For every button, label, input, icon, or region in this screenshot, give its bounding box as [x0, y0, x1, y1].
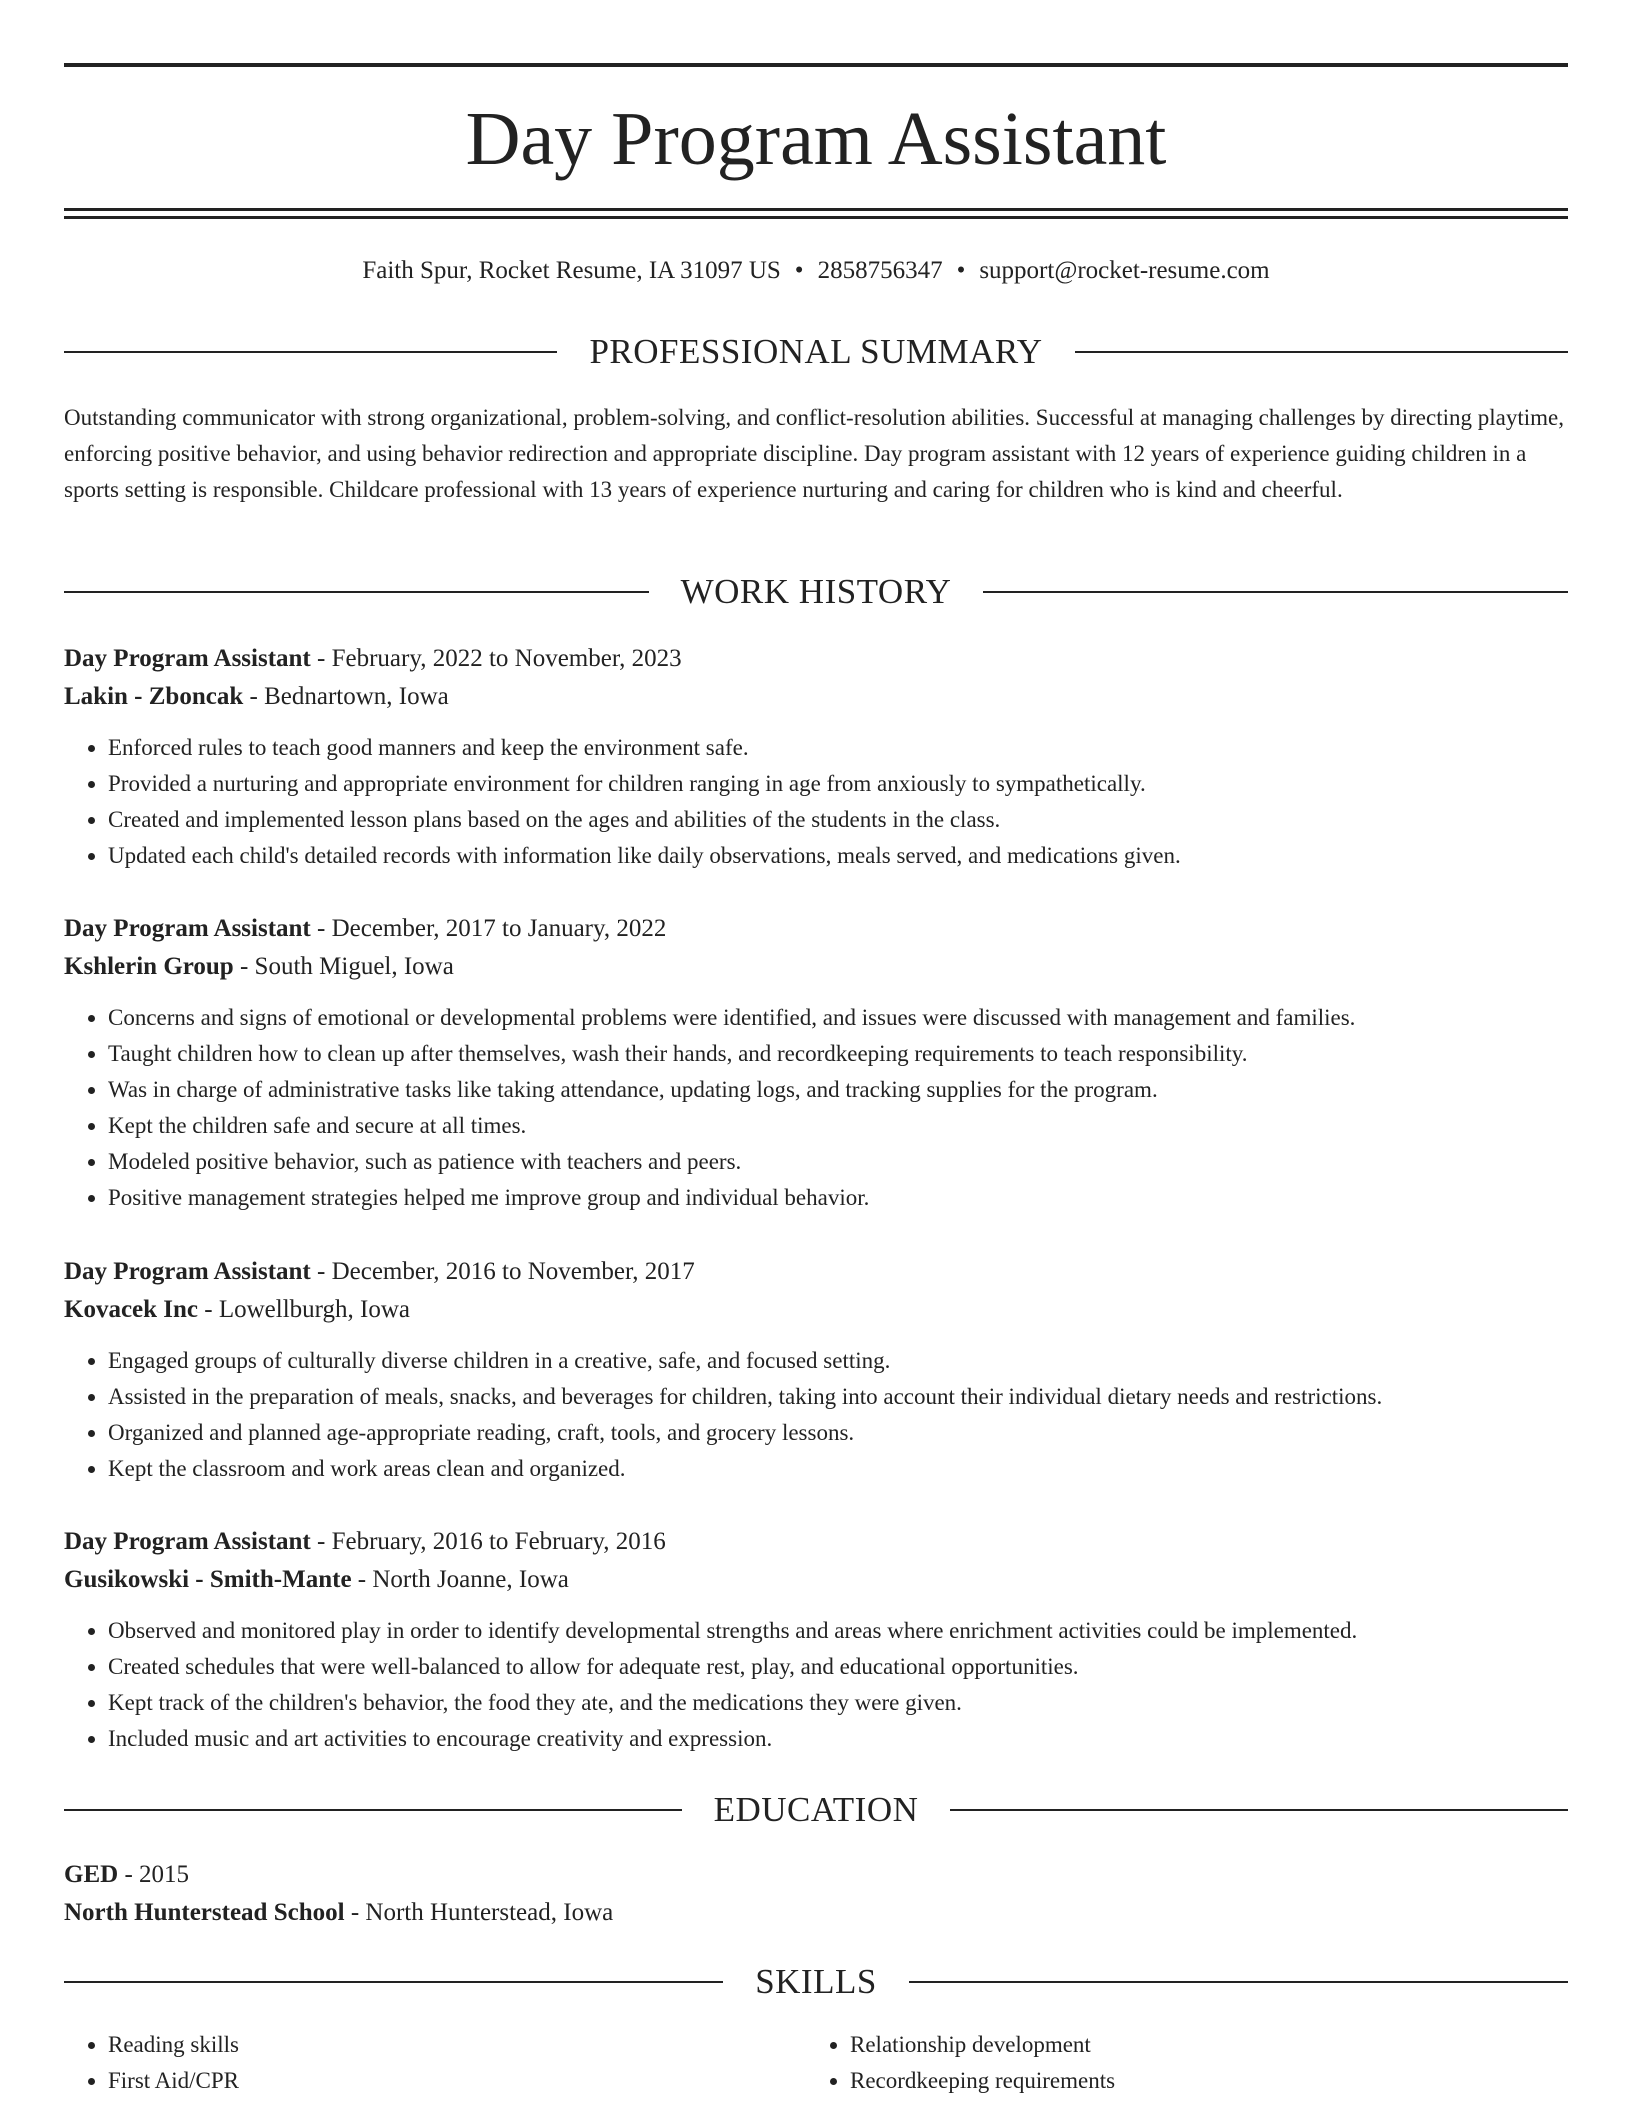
header-bottom-rule-2	[64, 216, 1568, 219]
job-company: Kshlerin Group	[64, 953, 234, 980]
job-dates: - December, 2017 to January, 2022	[310, 915, 667, 942]
job-bullet: • Observed and monitored play in order to identify developmental strengths and areas where enrichment activities could be implemented.	[108, 1613, 1568, 1649]
job-bullet: • Was in charge of administrative tasks like taking attendance, updating logs, and tracking supplies for the program.	[108, 1072, 1568, 1108]
job-bullet: • Kept track of the children's behavior, the food they ate, and the medications they were given.	[108, 1685, 1568, 1721]
job-bullets	[64, 730, 1568, 874]
job-bullet: • Created schedules that were well-balanced to allow for adequate rest, play, and educational opportunities.	[108, 1649, 1568, 1685]
job-bullet: • Assisted in the preparation of meals, snacks, and beverages for children, taking into account their individual dietary needs and restrictions.	[108, 1379, 1568, 1415]
job-dates: - December, 2016 to November, 2017	[310, 1258, 695, 1285]
job-title: Day Program Assistant	[64, 915, 311, 942]
job-bullet: • Created and implemented lesson plans based on the ages and abilities of the students in the class.	[108, 802, 1568, 838]
job-location: - Lowellburgh, Iowa	[198, 1296, 411, 1323]
skills-list	[64, 2027, 1568, 2099]
summary-text: Outstanding communicator with strong organizational, problem-solving, and conflict-resolution abilities. Successful at managing challenges by directing playtime, enforcing positive behavior, and using behavior redirection and appropriate discipline. Day program assistant with 12 years of experience guiding children in a sports setting is responsible. Childcare professional with 13 years of experience nurturing and caring for children who is kind and cheerful.	[64, 405, 1564, 502]
skills-heading	[64, 1960, 1568, 2004]
job-location: - Bednartown, Iowa	[243, 683, 449, 710]
education-school: North Hunterstead School	[64, 1899, 345, 1926]
job-bullet: • Enforced rules to teach good manners and keep the environment safe.	[108, 730, 1568, 766]
contact-separator: •	[794, 257, 804, 284]
heading-rule	[64, 591, 649, 593]
job-bullet: • Taught children how to clean up after themselves, wash their hands, and recordkeeping requirements to teach responsibility.	[108, 1036, 1568, 1072]
job-bullet: • Provided a nurturing and appropriate environment for children ranging in age from anxiously to sympathetically.	[108, 766, 1568, 802]
heading-rule	[983, 591, 1568, 593]
education-year: - 2015	[118, 1861, 190, 1888]
contact-separator: •	[956, 257, 966, 284]
job-company-line	[64, 1561, 1568, 1599]
job-bullet: • Modeled positive behavior, such as patience with teachers and peers.	[108, 1144, 1568, 1180]
job-company-line	[64, 948, 1568, 986]
contact-line	[64, 254, 1568, 288]
summary-heading	[64, 330, 1568, 374]
heading-rule	[64, 1809, 682, 1811]
skills-heading-text: SKILLS	[755, 1962, 877, 2001]
job-company: Lakin - Zboncak	[64, 683, 244, 710]
skill-item: • First Aid/CPR	[108, 2063, 806, 2099]
job-bullet: • Kept the classroom and work areas clean and organized.	[108, 1451, 1568, 1487]
job-bullets	[64, 1613, 1568, 1757]
education-entry	[64, 1856, 613, 1932]
job-entry	[64, 640, 1568, 874]
education-school-line	[64, 1894, 613, 1932]
job-company: Kovacek Inc	[64, 1296, 199, 1323]
heading-rule	[950, 1809, 1568, 1811]
header-top-rule	[64, 63, 1568, 67]
heading-rule	[64, 1981, 723, 1983]
header-bottom-rule	[64, 208, 1568, 211]
job-entry	[64, 1253, 1568, 1487]
job-bullet: • Concerns and signs of emotional or developmental problems were identified, and issues were discussed with management and families.	[108, 1000, 1568, 1036]
work-history-heading	[64, 570, 1568, 614]
job-bullet: • Engaged groups of culturally diverse children in a creative, safe, and focused setting.	[108, 1343, 1568, 1379]
job-bullet: • Positive management strategies helped me improve group and individual behavior.	[108, 1180, 1568, 1216]
job-title-line	[64, 640, 1568, 678]
job-location: - South Miguel, Iowa	[233, 953, 454, 980]
job-bullets	[64, 1343, 1568, 1487]
job-dates: - February, 2022 to November, 2023	[310, 645, 682, 672]
job-title: Day Program Assistant	[64, 1258, 311, 1285]
skill-item: • Recordkeeping requirements	[850, 2063, 1548, 2099]
heading-rule	[1075, 351, 1568, 353]
job-title-line	[64, 1253, 1568, 1291]
heading-rule	[64, 351, 557, 353]
job-location: - North Joanne, Iowa	[351, 1566, 569, 1593]
job-title-line	[64, 910, 1568, 948]
education-heading-text: EDUCATION	[713, 1790, 919, 1829]
education-heading	[64, 1788, 1568, 1832]
page-title: Day Program Assistant	[465, 97, 1167, 181]
skill-item: • Reading skills	[108, 2027, 806, 2063]
job-company: Gusikowski - Smith-Mante	[64, 1566, 352, 1593]
job-entry	[64, 910, 1568, 1216]
skills-column-right	[806, 2027, 1548, 2099]
skills-column-left	[64, 2027, 806, 2099]
contact-email[interactable]: support@rocket-resume.com	[979, 257, 1270, 284]
job-bullet: • Included music and art activities to encourage creativity and expression.	[108, 1721, 1568, 1757]
education-degree-line	[64, 1856, 613, 1894]
education-degree: GED	[64, 1861, 119, 1888]
job-dates: - February, 2016 to February, 2016	[310, 1528, 666, 1555]
contact-phone: 2858756347	[817, 257, 943, 284]
heading-rule	[909, 1981, 1568, 1983]
job-title: Day Program Assistant	[64, 1528, 311, 1555]
work-history-heading-text: WORK HISTORY	[680, 572, 952, 611]
contact-address: Faith Spur, Rocket Resume, IA 31097 US	[362, 257, 781, 284]
job-bullet: • Kept the children safe and secure at all times.	[108, 1108, 1568, 1144]
job-entry	[64, 1523, 1568, 1757]
job-company-line	[64, 1291, 1568, 1329]
education-location: - North Hunterstead, Iowa	[344, 1899, 614, 1926]
job-title-line	[64, 1523, 1568, 1561]
summary-heading-text: PROFESSIONAL SUMMARY	[589, 332, 1043, 371]
job-bullets	[64, 1000, 1568, 1216]
job-bullet: • Organized and planned age-appropriate reading, craft, tools, and grocery lessons.	[108, 1415, 1568, 1451]
skill-item: • Relationship development	[850, 2027, 1548, 2063]
job-title: Day Program Assistant	[64, 645, 311, 672]
job-bullet: • Updated each child's detailed records with information like daily observations, meals served, and medications given.	[108, 838, 1568, 874]
job-company-line	[64, 678, 1568, 716]
